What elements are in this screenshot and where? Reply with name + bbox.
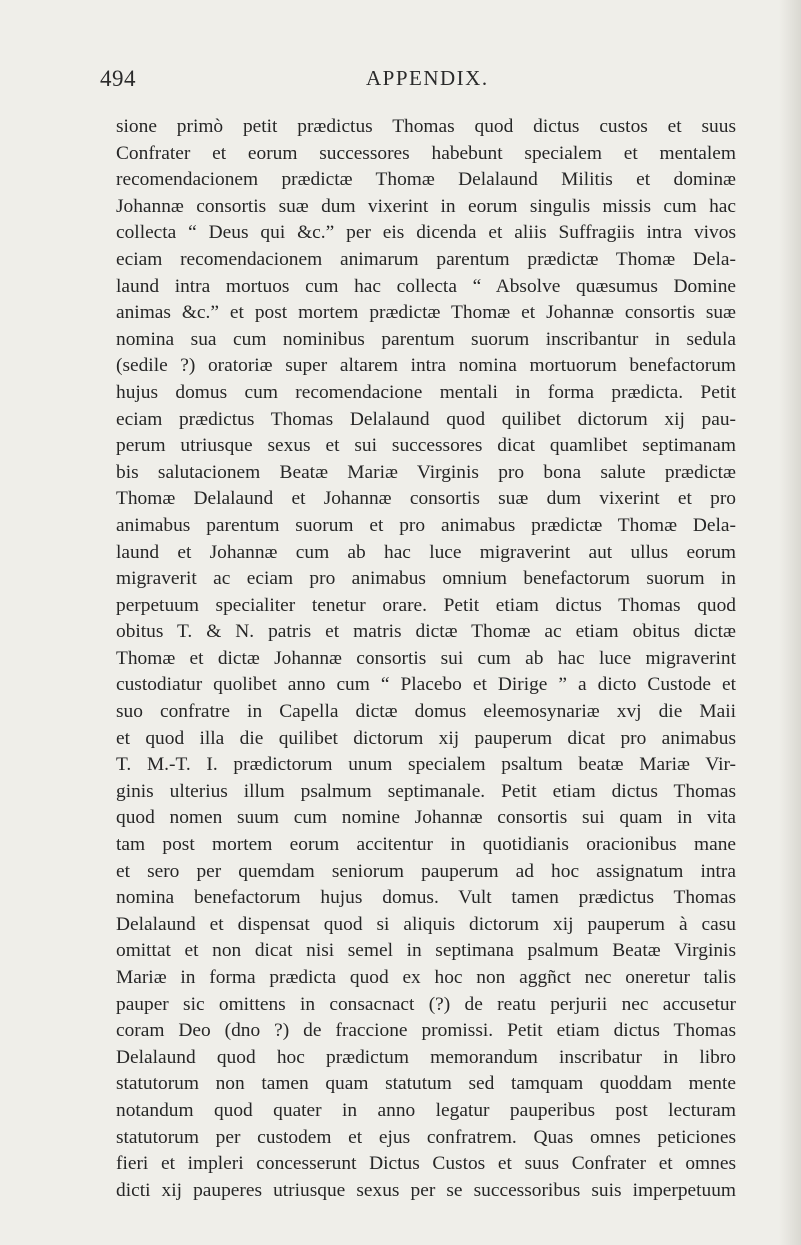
text-line: eciam prædictus Thomas Delalaund quod quilibet dictorum xij pau- [116,408,736,430]
body-text [116,114,736,1204]
text-line: ginis ulterius illum psalmum septimanale. Petit etiam dictus Thomas [116,780,736,802]
text-line: coram Deo (dno ?) de fraccione promissi. Petit etiam dictus Thomas [116,1020,736,1042]
text-line: tam post mortem eorum accitentur in quotidianis oracionibus mane [116,834,736,856]
text-line: omittat et non dicat nisi semel in septimana psalmum Beatæ Virginis [116,940,736,962]
text-line: statutorum per custodem et ejus confratrem. Quas omnes peticiones [116,1126,736,1148]
text-line: et quod illa die quilibet dictorum xij pauperum dicat pro animabus [116,727,736,749]
text-line: dicti xij pauperes utriusque sexus per se successoribus suis imperpetuum [116,1179,736,1201]
text-line: Confrater et eorum successores habebunt specialem et mentalem [116,142,736,164]
text-line: statutorum non tamen quam statutum sed tamquam quoddam mente [116,1073,736,1095]
text-line: nomina sua cum nominibus parentum suorum inscribantur in sedula [116,328,736,350]
text-line: perum utriusque sexus et sui successores dicat quamlibet septimanam [116,435,736,457]
text-line: animas &c.” et post mortem prædictæ Thomæ et Johannæ consortis suæ [116,302,736,324]
text-line: Mariæ in forma prædicta quod ex hoc non aggñct nec oneretur talis [116,967,736,988]
text-line: migraverit ac eciam pro animabus omnium benefactorum suorum in [116,568,736,590]
text-line: custodiatur quolibet anno cum “ Placebo et Dirige ” a dicto Custode et [116,674,736,696]
text-line: Delalaund quod hoc prædictum memorandum inscribatur in libro [116,1046,736,1068]
text-line: Thomæ et dictæ Johannæ consortis sui cum ab hac luce migraverint [116,647,736,669]
text-line: (sedile ?) oratoriæ super altarem intra nomina mortuorum benefactorum [116,355,736,377]
text-line: perpetuum specialiter tenetur orare. Petit etiam dictus Thomas quod [116,594,736,616]
text-line: T. M.-T. I. prædictorum unum specialem psaltum beatæ Mariæ Vir- [116,754,736,776]
text-line: et sero per quemdam seniorum pauperum ad hoc assignatum intra [116,860,736,882]
text-line: nomina benefactorum hujus domus. Vult tamen prædictus Thomas [116,887,736,909]
text-line: animabus parentum suorum et pro animabus prædictæ Thomæ Dela- [116,514,736,536]
text-line: Thomæ Delalaund et Johannæ consortis suæ dum vixerint et pro [116,488,736,510]
text-line: sione primò petit prædictus Thomas quod dictus custos et suus [116,116,736,137]
page-edge-shadow [779,0,801,1245]
text-line: obitus T. & N. patris et matris dictæ Thomæ ac etiam obitus dictæ [116,621,736,643]
page-header [100,66,740,96]
text-line: bis salutacionem Beatæ Mariæ Virginis pro bona salute prædictæ [116,461,736,483]
text-line: collecta “ Deus qui &c.” per eis dicenda et aliis Suffragiis intra vivos [116,222,736,244]
text-line: laund et Johannæ cum ab hac luce migraverint aut ullus eorum [116,541,736,563]
text-line: notandum quod quater in anno legatur pauperibus post lecturam [116,1099,736,1121]
text-line: recomendacionem prædictæ Thomæ Delalaund Militis et dominæ [116,169,736,191]
text-line: eciam recomendacionem animarum parentum prædictæ Thomæ Dela- [116,248,736,270]
text-line: Delalaund et dispensat quod si aliquis dictorum xij pauperum à casu [116,913,736,935]
text-line: pauper sic omittens in consacnact (?) de reatu perjurii nec accusetur [116,993,736,1015]
text-line: suo confratre in Capella dictæ domus eleemosynariæ xvj die Maii [116,701,736,723]
text-line: quod nomen suum cum nomine Johannæ consortis sui quam in vita [116,807,736,829]
text-line: Johannæ consortis suæ dum vixerint in eorum singulis missis cum hac [116,195,736,217]
text-line: laund intra mortuos cum hac collecta “ Absolve quæsumus Domine [116,275,736,297]
page-number: 494 [100,66,136,91]
text-line: fieri et impleri concesserunt Dictus Custos et suus Confrater et omnes [116,1153,736,1175]
text-line: hujus domus cum recomendacione mentali in forma prædicta. Petit [116,381,736,403]
running-head: APPENDIX. [366,66,489,90]
